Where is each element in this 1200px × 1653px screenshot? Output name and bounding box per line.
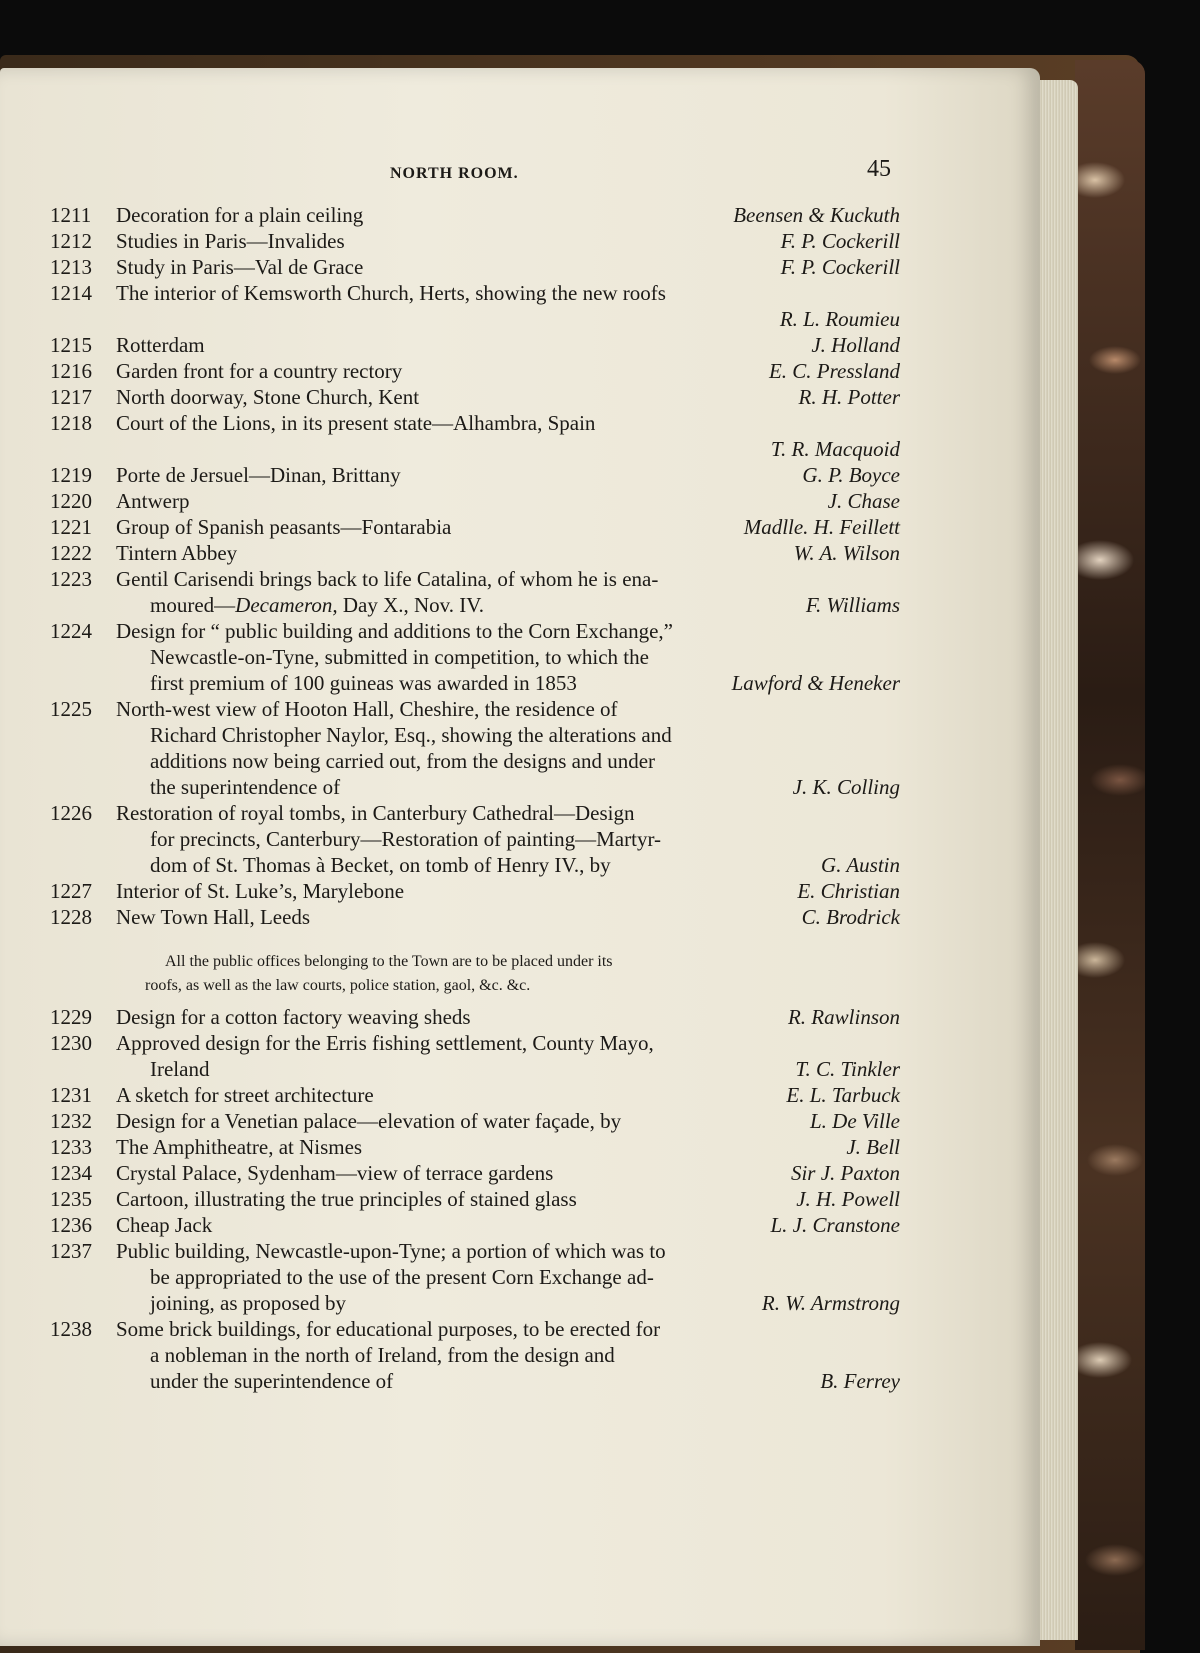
entry-author: C. Brodrick [801, 905, 900, 929]
entry-number: 1219 [50, 463, 92, 487]
entry-number: 1222 [50, 541, 92, 565]
entry-author: E. C. Pressland [768, 359, 900, 383]
entry-number: 1236 [50, 1213, 92, 1237]
entry-number: 1221 [50, 515, 92, 539]
entry-title: Court of the Lions, in its present state—Alhambra, Spain [116, 411, 596, 435]
entry-title: The Amphitheatre, at Nismes [116, 1135, 363, 1159]
entry-author: R. Rawlinson [787, 1005, 900, 1029]
entry-title-line: dom of St. Thomas à Becket, on tomb of Henry IV., by [150, 853, 611, 877]
entry-title: Decoration for a plain ceiling [116, 203, 364, 227]
entry-number: 1211 [50, 203, 92, 227]
entry-author: R. H. Potter [798, 385, 900, 409]
entry-author: J. Bell [846, 1135, 900, 1159]
entry-title: New Town Hall, Leeds [116, 905, 311, 929]
entry-number: 1227 [50, 879, 92, 903]
entry-title: Gentil Carisendi brings back to life Catalina, of whom he is ena- [116, 567, 659, 591]
entry-author: E. L. Tarbuck [786, 1083, 900, 1107]
entry-title: Restoration of royal tombs, in Canterbury Cathedral—Design [116, 801, 635, 825]
entry-title: The interior of Kemsworth Church, Herts, showing the new roofs [116, 281, 666, 305]
entry-title-line: be appropriated to the use of the present Corn Exchange ad- [150, 1265, 654, 1289]
entry-author: F. P. Cockerill [780, 255, 900, 279]
entry-number: 1237 [50, 1239, 92, 1263]
entry-number: 1214 [50, 281, 92, 305]
entry-number: 1216 [50, 359, 92, 383]
entry-title-line: for precincts, Canterbury—Restoration of painting—Martyr- [150, 827, 662, 851]
entry-author: G. Austin [821, 853, 900, 877]
entry-title-line: under the superintendence of [150, 1369, 394, 1393]
entry-number: 1212 [50, 229, 92, 253]
entry-author: T. C. Tinkler [795, 1057, 900, 1081]
entry-author: R. L. Roumieu [779, 307, 900, 331]
entry-title: Cheap Jack [116, 1213, 213, 1237]
entry-title: Tintern Abbey [116, 541, 238, 565]
entry-title-line: first premium of 100 guineas was awarded in 1853 [150, 671, 577, 695]
entry-number: 1215 [50, 333, 92, 357]
entry-number: 1238 [50, 1317, 92, 1341]
entry-number: 1220 [50, 489, 92, 513]
entry-title-line: joining, as proposed by [150, 1291, 346, 1315]
entry-title: Rotterdam [116, 333, 205, 357]
entry-author: J. Holland [811, 333, 900, 357]
entry-number: 1228 [50, 905, 92, 929]
entry-author: Sir J. Paxton [790, 1161, 900, 1185]
entry-author: R. W. Armstrong [761, 1291, 900, 1315]
entry-title-line: the superintendence of [150, 775, 341, 799]
entry-number: 1235 [50, 1187, 92, 1211]
entry-author: T. R. Macquoid [770, 437, 900, 461]
entry-author: E. Christian [797, 879, 900, 903]
entry-title: Study in Paris—Val de Grace [116, 255, 364, 279]
entry-title: North-west view of Hooton Hall, Cheshire, the residence of [116, 697, 618, 721]
entry-title: Public building, Newcastle-upon-Tyne; a portion of which was to [116, 1239, 666, 1263]
entry-author: J. K. Colling [792, 775, 900, 799]
entry-title: Design for a cotton factory weaving sheds [116, 1005, 471, 1029]
entry-number: 1232 [50, 1109, 92, 1133]
entry-number: 1217 [50, 385, 92, 409]
entry-number: 1233 [50, 1135, 92, 1159]
entry-number: 1234 [50, 1161, 92, 1185]
entry-title: Porte de Jersuel—Dinan, Brittany [116, 463, 401, 487]
entry-title-line: a nobleman in the north of Ireland, from the design and [150, 1343, 615, 1367]
entry-author: Beensen & Kuckuth [733, 203, 900, 227]
entry-author: B. Ferrey [820, 1369, 900, 1393]
entry-number: 1229 [50, 1005, 92, 1029]
entry-number: 1213 [50, 255, 92, 279]
entry-title: A sketch for street architecture [116, 1083, 374, 1107]
entry-author: G. P. Boyce [802, 463, 900, 487]
marbled-edge [1075, 60, 1145, 1650]
entry-title: Design for a Venetian palace—elevation of water façade, by [116, 1109, 622, 1133]
entry-title: Garden front for a country rectory [116, 359, 403, 383]
entry-note: All the public offices belonging to the Town are to be placed under its roofs, as well as the law courts, police station, gaol, &c. &c. [145, 953, 613, 994]
entry-author: Lawford & Heneker [731, 671, 900, 695]
entry-title-line: additions now being carried out, from the designs and under [150, 749, 656, 773]
running-header: NORTH ROOM. [390, 165, 519, 182]
entry-number: 1218 [50, 411, 92, 435]
entry-title: Crystal Palace, Sydenham—view of terrace gardens [116, 1161, 554, 1185]
entry-author: F. P. Cockerill [780, 229, 900, 253]
entry-title: Design for “ public building and additions to the Corn Exchange,” [116, 619, 673, 643]
entry-number: 1226 [50, 801, 92, 825]
entry-author: L. De Ville [809, 1109, 900, 1133]
entry-title-line: Newcastle-on-Tyne, submitted in competition, to which the [150, 645, 649, 669]
entry-title-line: Richard Christopher Naylor, Esq., showing the alterations and [150, 723, 672, 747]
entry-title: North doorway, Stone Church, Kent [116, 385, 420, 409]
entry-title: Approved design for the Erris fishing settlement, County Mayo, [116, 1031, 654, 1055]
entry-number: 1230 [50, 1031, 92, 1055]
entry-title: Group of Spanish peasants—Fontarabia [116, 515, 452, 539]
entry-number: 1224 [50, 619, 92, 643]
entry-title-line: Ireland [150, 1057, 210, 1081]
entry-number: 1223 [50, 567, 92, 591]
entry-title: Interior of St. Luke’s, Marylebone [116, 879, 405, 903]
entry-title: Cartoon, illustrating the true principles of stained glass [116, 1187, 577, 1211]
entry-author: Madlle. H. Feillett [743, 515, 900, 539]
entry-author: W. A. Wilson [793, 541, 900, 565]
page-number: 45 [867, 156, 891, 182]
entry-title-line: moured—Decameron, Day X., Nov. IV. [150, 593, 484, 617]
entry-author: J. Chase [827, 489, 900, 513]
entry-title: Some brick buildings, for educational purposes, to be erected for [116, 1317, 661, 1341]
entry-title: Antwerp [116, 489, 190, 513]
entry-number: 1231 [50, 1083, 92, 1107]
entry-number: 1225 [50, 697, 92, 721]
entry-author: L. J. Cranstone [770, 1213, 900, 1237]
entry-author: J. H. Powell [796, 1187, 900, 1211]
entry-author: F. Williams [805, 593, 900, 617]
entry-title: Studies in Paris—Invalides [116, 229, 345, 253]
